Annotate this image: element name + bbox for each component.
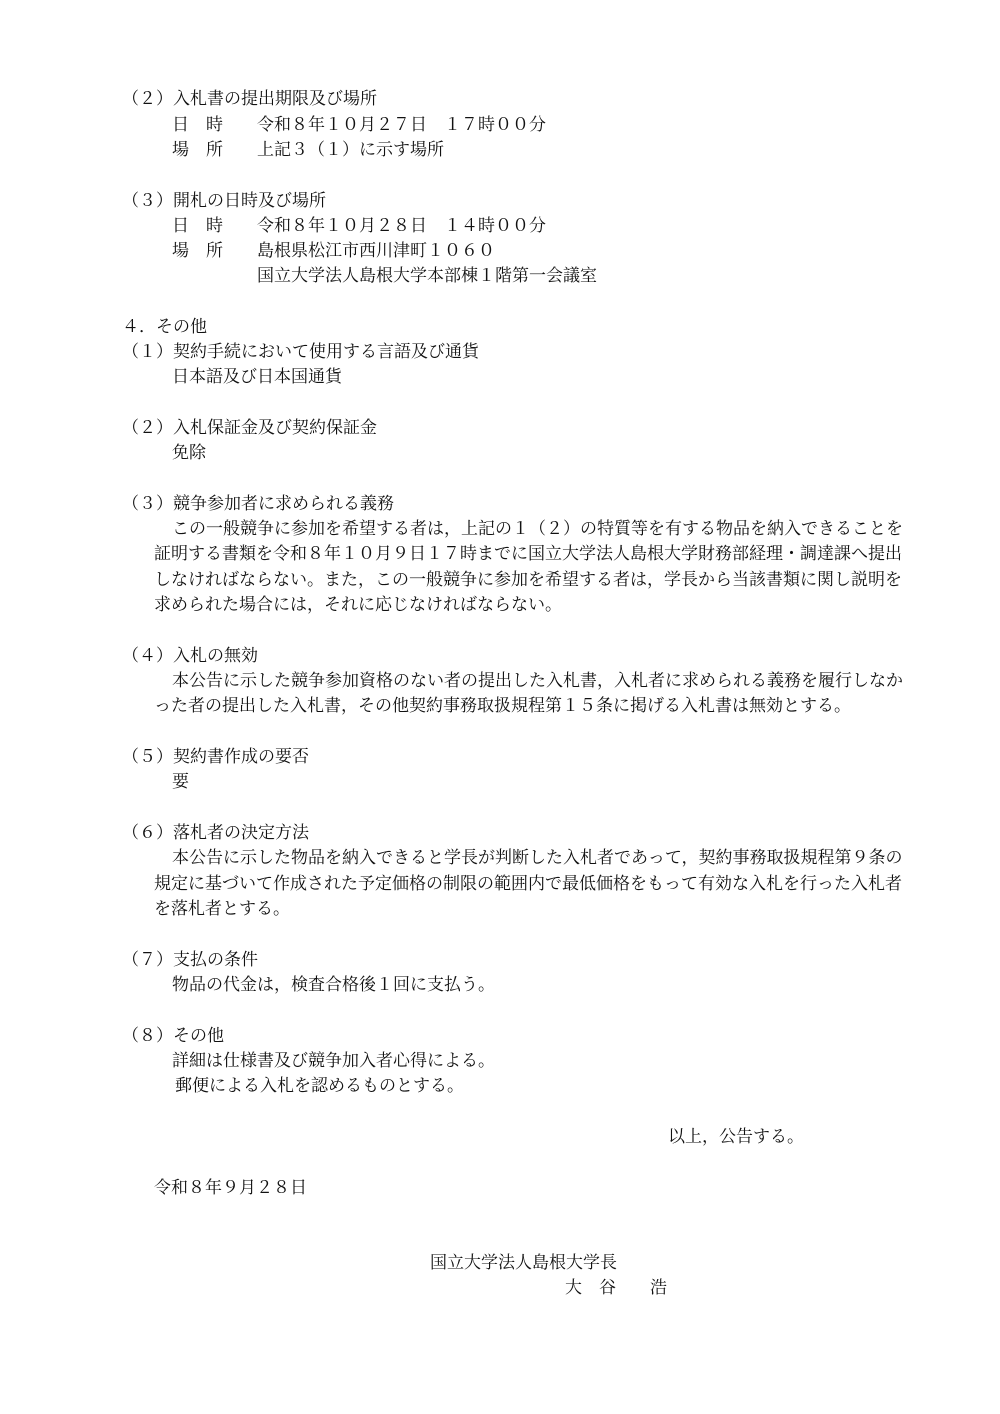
section-3-heading: （３）開札の日時及び場所 [122,191,326,211]
item-6-line: 本公告に示した物品を納入できると学長が判断した入札者であって，契約事務取扱規程第９条の [172,848,903,868]
item-5-body: 要 [172,772,189,792]
item-8-line: 郵便による入札を認めるものとする。 [175,1076,464,1096]
item-3-heading: （３）競争参加者に求められる義務 [122,494,394,514]
item-4-line: った者の提出した入札書，その他契約事務取扱規程第１５条に掲げる入札書は無効とする。 [154,696,851,716]
item-7-heading: （７）支払の条件 [122,950,258,970]
issuer-name: 大 谷 浩 [565,1278,667,1298]
section-3-date-value: 令和８年１０月２８日 １４時００分 [257,216,546,236]
item-8-line: 詳細は仕様書及び競争加入者心得による。 [172,1051,495,1071]
item-3-line: 求められた場合には，それに応じなければならない。 [154,595,562,615]
item-3-line: この一般競争に参加を希望する者は，上記の１（２）の特質等を有する物品を納入できることを [172,519,903,539]
item-3-line: 証明する書類を令和８年１０月９日１７時までに国立大学法人島根大学財務部経理・調達課へ提出 [154,544,902,564]
item-5-heading: （５）契約書作成の要否 [122,747,309,767]
item-2-heading: （２）入札保証金及び契約保証金 [122,418,377,438]
closing-statement: 以上，公告する。 [668,1127,804,1147]
section-4-heading: ４．その他 [122,317,207,337]
item-8-heading: （８）その他 [122,1026,224,1046]
item-3-line: しなければならない。また，この一般競争に参加を希望する者は，学長から当該書類に関し説明を [154,570,902,590]
notice-date: 令和８年９月２８日 [154,1178,307,1198]
section-2-heading: （２）入札書の提出期限及び場所 [122,89,377,109]
section-2-date-value: 令和８年１０月２７日 １７時００分 [257,115,546,135]
section-3-place-value-2: 国立大学法人島根大学本部棟１階第一会議室 [257,266,597,286]
item-6-heading: （６）落札者の決定方法 [122,823,309,843]
section-2-place-value: 上記３（１）に示す場所 [257,140,444,160]
section-2-date-label: 日 時 [172,115,223,135]
section-3-place-value-1: 島根県松江市西川津町１０６０ [257,241,495,261]
item-6-line: 規定に基づいて作成された予定価格の制限の範囲内で最低価格をもって有効な入札を行った入札者 [154,874,902,894]
item-7-body: 物品の代金は，検査合格後１回に支払う。 [172,975,495,995]
section-3-place-label: 場 所 [172,241,223,261]
item-1-body: 日本語及び日本国通貨 [172,367,342,387]
item-2-body: 免除 [172,443,206,463]
section-3-date-label: 日 時 [172,216,223,236]
item-4-line: 本公告に示した競争参加資格のない者の提出した入札書，入札者に求められる義務を履行しなか [172,671,903,691]
issuer-organization: 国立大学法人島根大学長 [430,1253,617,1273]
item-6-line: を落札者とする。 [154,899,290,919]
item-1-heading: （１）契約手続において使用する言語及び通貨 [122,342,479,362]
section-2-place-label: 場 所 [172,140,223,160]
item-4-heading: （４）入札の無効 [122,646,258,666]
